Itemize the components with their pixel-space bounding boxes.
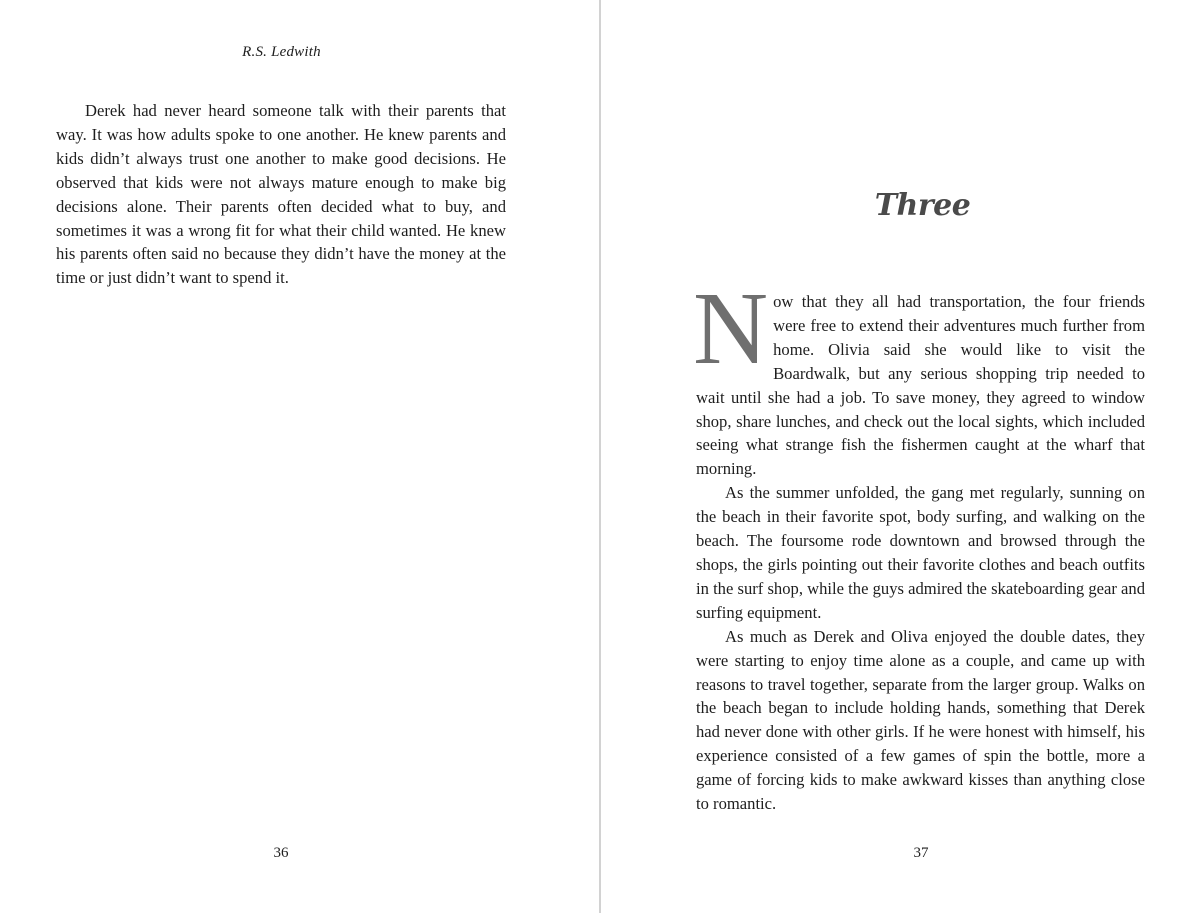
page-number-right: 37 xyxy=(913,845,929,861)
left-page-body xyxy=(56,99,506,290)
chapter-title: Three xyxy=(874,188,971,223)
drop-cap: N xyxy=(693,271,769,386)
paragraph: Derek had never heard someone talk with their parents that way. It was how adults spoke to one another. He knew parents and kids didn’t always trust one another to make good decisions. He observed that kids were not always mature enough to make big decisions alone. Their parents often decided what to buy, and sometimes it was a wrong fit for what their child wanted. He knew his parents often said no because they didn’t have the money at the time or just didn’t want to spend it. xyxy=(56,101,506,288)
paragraph: As much as Derek and Oliva enjoyed the double dates, they were starting to enjoy time alone as a couple, and came up with reasons to travel together, separate from the larger group. Walks on the beach began to include holding hands, something that Derek had never done with other girls. If he were honest with himself, his experience consisted of a few games of spin the bottle, more a game of forcing kids to make awkward kisses than anything close to romantic. xyxy=(696,626,1145,814)
paragraph: As the summer unfolded, the gang met regularly, sunning on the beach in their favorite spot, body surfing, and walking on the beach. The foursome rode downtown and browsed through the shops, the girls pointing out their favorite clothes and beach outfits in the surf shop, while the guys admired the skateboarding gear and surfing equipment. xyxy=(696,483,1145,622)
right-page xyxy=(601,0,1200,913)
opening-paragraph-text: ow that they all had transportation, the four friends were free to extend their adventures much further from home. Olivia said she would like to visit the Boardwalk, but any serious shopping trip needed to wait until she had a job. To save money, they agreed to window shop, share lunches, and check out the local sights, which included seeing what strange fish the fishermen caught at the wharf that morning. xyxy=(696,292,1145,479)
running-head: R.S. Ledwith xyxy=(242,44,321,60)
page-number-left: 36 xyxy=(273,845,289,861)
left-page xyxy=(0,0,599,913)
right-page-body xyxy=(693,271,1145,816)
opening-paragraph xyxy=(693,271,1145,481)
